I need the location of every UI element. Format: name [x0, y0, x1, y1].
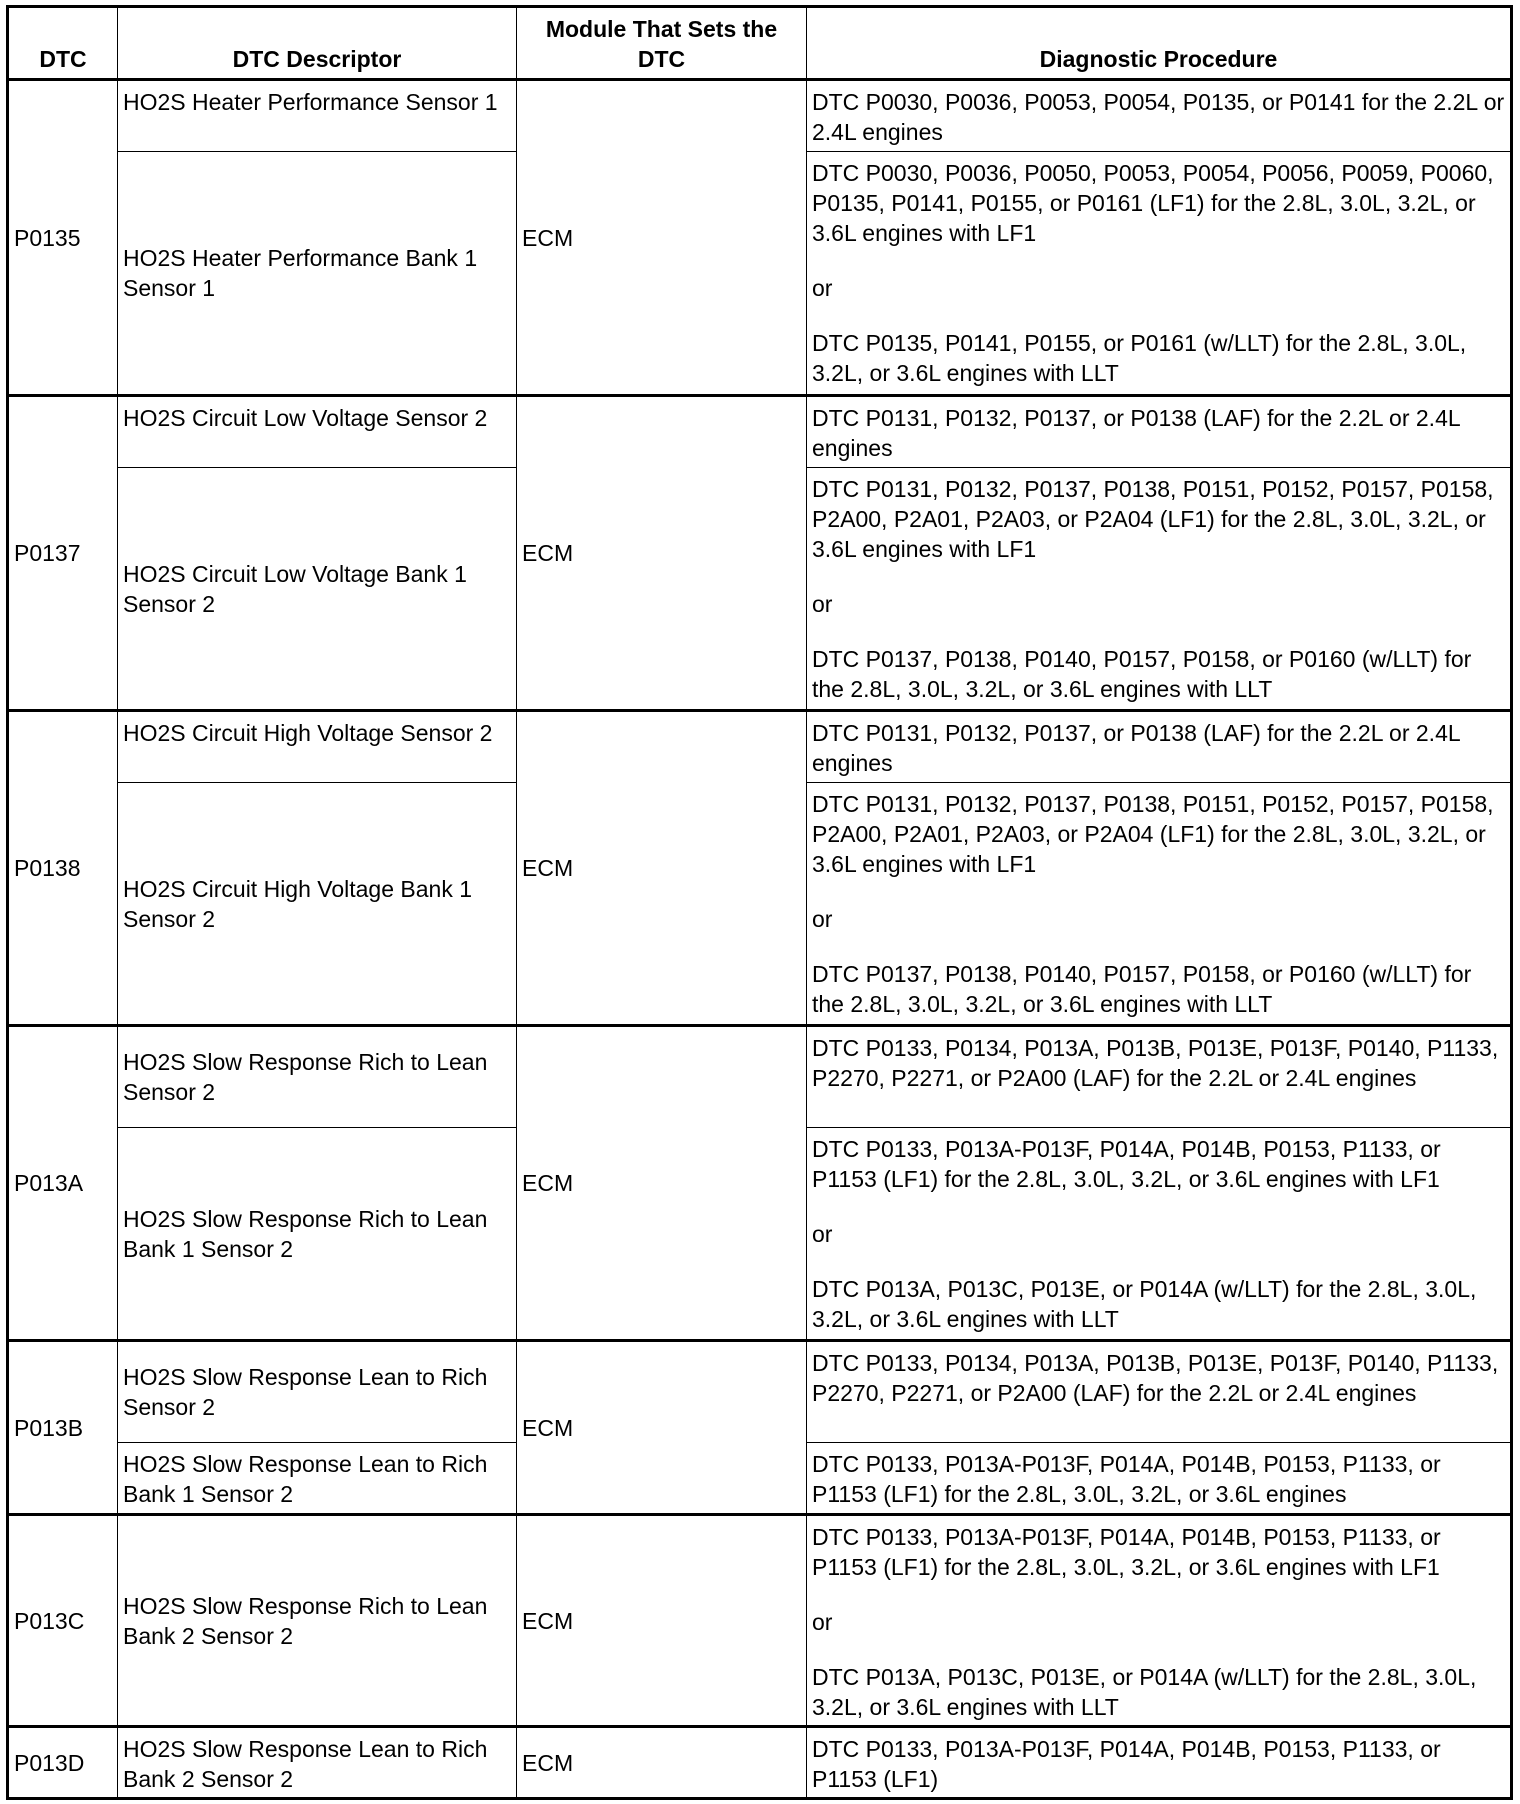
procedure-text: DTC P0131, P0132, P0137, or P0138 (LAF) for the 2.2L or 2.4L engines [812, 720, 1460, 776]
diagnostic-procedure [807, 1727, 1512, 1799]
table-row [8, 1515, 1512, 1727]
header-procedure: Diagnostic Procedure [807, 7, 1512, 80]
module-cell: ECM [517, 1341, 807, 1515]
dtc-descriptor: HO2S Circuit High Voltage Bank 1 Sensor 2 [118, 783, 517, 1026]
dtc-code: P0135 [8, 80, 118, 396]
dtc-code: P0138 [8, 711, 118, 1026]
module-cell: ECM [517, 80, 807, 396]
diagnostic-procedure [807, 80, 1512, 152]
module-cell: ECM [517, 1515, 807, 1727]
header-module: Module That Sets the DTC [517, 7, 807, 80]
table-row [8, 80, 1512, 152]
procedure-text: DTC P0137, P0138, P0140, P0157, P0158, or P0160 (w/LLT) for the 2.8L, 3.0L, 3.2L, or 3.6L engines with LLT [812, 961, 1472, 1017]
dtc-descriptor: HO2S Circuit Low Voltage Sensor 2 [118, 396, 517, 468]
procedure-or: or [812, 1609, 833, 1635]
diagnostic-procedure [807, 152, 1512, 396]
procedure-or: or [812, 906, 833, 932]
dtc-descriptor: HO2S Slow Response Rich to Lean Bank 1 Sensor 2 [118, 1128, 517, 1341]
procedure-or: or [812, 591, 833, 617]
diagnostic-procedure [807, 1443, 1512, 1515]
procedure-text: DTC P0131, P0132, P0137, or P0138 (LAF) for the 2.2L or 2.4L engines [812, 405, 1460, 461]
table-row [8, 396, 1512, 468]
header-dtc: DTC [8, 7, 118, 80]
diagnostic-procedure [807, 1515, 1512, 1727]
dtc-code: P013B [8, 1341, 118, 1515]
procedure-text: DTC P013A, P013C, P013E, or P014A (w/LLT) for the 2.8L, 3.0L, 3.2L, or 3.6L engines with LLT [812, 1276, 1477, 1332]
table-row [8, 1727, 1512, 1799]
dtc-descriptor: HO2S Circuit High Voltage Sensor 2 [118, 711, 517, 783]
procedure-text: DTC P0133, P0134, P013A, P013B, P013E, P013F, P0140, P1133, P2270, P2271, or P2A00 (LAF) for the 2.2L or 2.4L engines [812, 1035, 1499, 1091]
diagnostic-procedure [807, 1341, 1512, 1443]
diagnostic-procedure [807, 783, 1512, 1026]
dtc-descriptor: HO2S Heater Performance Sensor 1 [118, 80, 517, 152]
dtc-descriptor: HO2S Circuit Low Voltage Bank 1 Sensor 2 [118, 468, 517, 711]
dtc-descriptor: HO2S Slow Response Lean to Rich Sensor 2 [118, 1341, 517, 1443]
procedure-text: DTC P0030, P0036, P0053, P0054, P0135, or P0141 for the 2.2L or 2.4L engines [812, 89, 1505, 145]
procedure-text: DTC P0133, P013A-P013F, P014A, P014B, P0153, P1133, or P1153 (LF1) for the 2.8L, 3.0L, 3.2L, or 3.6L engines [812, 1451, 1441, 1507]
module-cell: ECM [517, 1727, 807, 1799]
procedure-or: or [812, 1221, 833, 1247]
procedure-text: DTC P0131, P0132, P0137, P0138, P0151, P0152, P0157, P0158, P2A00, P2A01, P2A03, or P2A04 (LF1) for the 2.8L, 3.0L, 3.2L, or 3.6L engines with LF1 [812, 476, 1494, 562]
procedure-text: DTC P0133, P013A-P013F, P014A, P014B, P0153, P1133, or P1153 (LF1) [812, 1736, 1441, 1792]
document-page [6, 5, 1510, 1797]
dtc-code: P0137 [8, 396, 118, 711]
diagnostic-procedure [807, 1026, 1512, 1128]
dtc-code: P013A [8, 1026, 118, 1341]
diagnostic-procedure [807, 711, 1512, 783]
procedure-text: DTC P013A, P013C, P013E, or P014A (w/LLT) for the 2.8L, 3.0L, 3.2L, or 3.6L engines with LLT [812, 1664, 1477, 1720]
procedure-text: DTC P0135, P0141, P0155, or P0161 (w/LLT) for the 2.8L, 3.0L, 3.2L, or 3.6L engines with LLT [812, 330, 1467, 386]
dtc-table [6, 5, 1513, 1800]
diagnostic-procedure [807, 468, 1512, 711]
procedure-text: DTC P0133, P0134, P013A, P013B, P013E, P013F, P0140, P1133, P2270, P2271, or P2A00 (LAF) for the 2.2L or 2.4L engines [812, 1350, 1499, 1406]
dtc-code: P013C [8, 1515, 118, 1727]
dtc-descriptor: HO2S Slow Response Lean to Rich Bank 2 Sensor 2 [118, 1727, 517, 1799]
procedure-text: DTC P0133, P013A-P013F, P014A, P014B, P0153, P1133, or P1153 (LF1) for the 2.8L, 3.0L, 3.2L, or 3.6L engines with LF1 [812, 1136, 1441, 1192]
table-row [8, 1341, 1512, 1443]
procedure-text: DTC P0131, P0132, P0137, P0138, P0151, P0152, P0157, P0158, P2A00, P2A01, P2A03, or P2A04 (LF1) for the 2.8L, 3.0L, 3.2L, or 3.6L engines with LF1 [812, 791, 1494, 877]
header-descriptor: DTC Descriptor [118, 7, 517, 80]
procedure-text: DTC P0137, P0138, P0140, P0157, P0158, or P0160 (w/LLT) for the 2.8L, 3.0L, 3.2L, or 3.6L engines with LLT [812, 646, 1472, 702]
table-row [8, 711, 1512, 783]
table-row [8, 1026, 1512, 1128]
procedure-text: DTC P0030, P0036, P0050, P0053, P0054, P0056, P0059, P0060, P0135, P0141, P0155, or P0161 (LF1) for the 2.8L, 3.0L, 3.2L, or 3.6L engines with LF1 [812, 160, 1494, 246]
module-cell: ECM [517, 1026, 807, 1341]
dtc-descriptor: HO2S Slow Response Lean to Rich Bank 1 Sensor 2 [118, 1443, 517, 1515]
dtc-code: P013D [8, 1727, 118, 1799]
procedure-text: DTC P0133, P013A-P013F, P014A, P014B, P0153, P1133, or P1153 (LF1) for the 2.8L, 3.0L, 3.2L, or 3.6L engines with LF1 [812, 1524, 1441, 1580]
header-row [8, 7, 1512, 80]
diagnostic-procedure [807, 1128, 1512, 1341]
dtc-descriptor: HO2S Slow Response Rich to Lean Bank 2 Sensor 2 [118, 1515, 517, 1727]
dtc-descriptor: HO2S Slow Response Rich to Lean Sensor 2 [118, 1026, 517, 1128]
module-cell: ECM [517, 396, 807, 711]
procedure-or: or [812, 275, 833, 301]
dtc-descriptor: HO2S Heater Performance Bank 1 Sensor 1 [118, 152, 517, 396]
diagnostic-procedure [807, 396, 1512, 468]
module-cell: ECM [517, 711, 807, 1026]
